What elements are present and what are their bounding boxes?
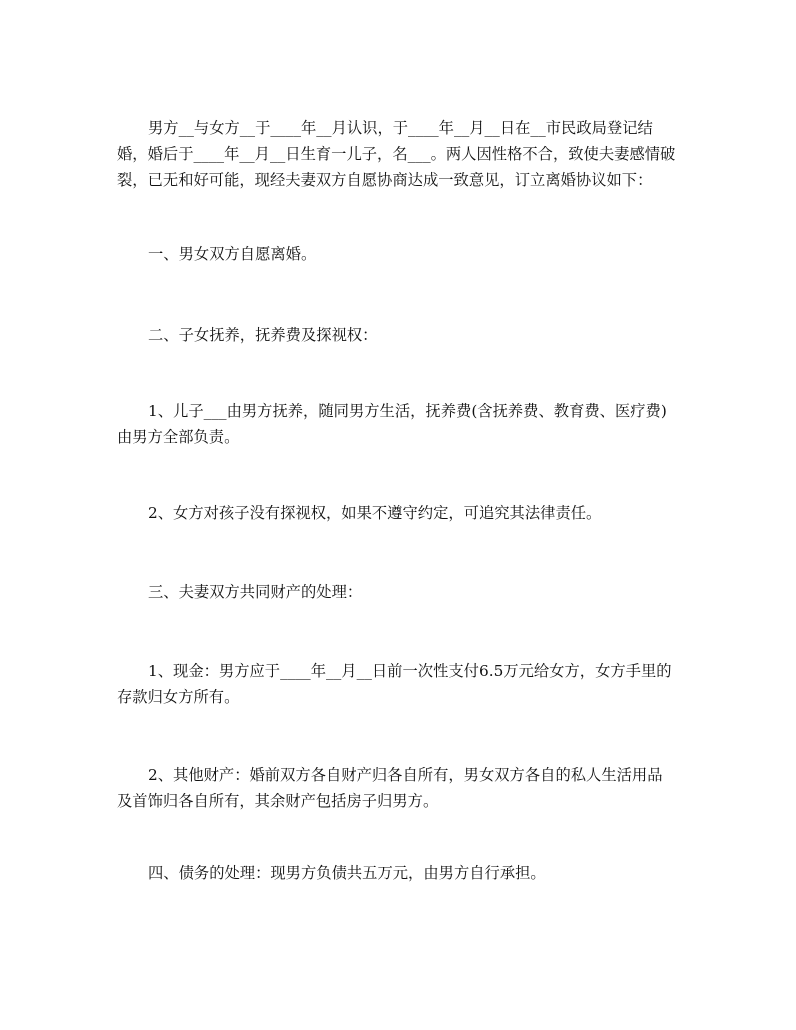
section-3-heading: 三、夫妻双方共同财产的处理： [148, 583, 363, 601]
intro-paragraph: 男方__与女方__于____年__月认识，于____年__月__日在__市民政局登记结婚，婚后于____年__月__日生育一儿子，名___。两人因性格不合，致使夫妻感情破裂，已无和好可能，现经夫妻双方自愿协商达成一致意见，订立离婚协议如下： [117, 119, 676, 189]
section-3-item-1: 1、现金：男方应于____年__月__日前一次性支付6.5万元给女方，女方手里的存款归女方所有。 [117, 662, 672, 706]
section-2-item-1: 1、儿子___由男方抚养，随同男方生活，抚养费(含抚养费、教育费、医疗费)由男方全部负责。 [117, 402, 667, 446]
section-1-heading: 一、男女双方自愿离婚。 [148, 245, 317, 263]
section-4-heading: 四、债务的处理：现男方负债共五万元，由男方自行承担。 [148, 864, 546, 882]
section-2-item-2: 2、女方对孩子没有探视权，如果不遵守约定，可追究其法律责任。 [148, 504, 602, 522]
section-2-heading: 二、子女抚养，抚养费及探视权： [148, 326, 378, 344]
section-3-item-2: 2、其他财产：婚前双方各自财产归各自所有，男女双方各自的私人生活用品及首饰归各自所有，其余财产包括房子归男方。 [117, 766, 663, 810]
